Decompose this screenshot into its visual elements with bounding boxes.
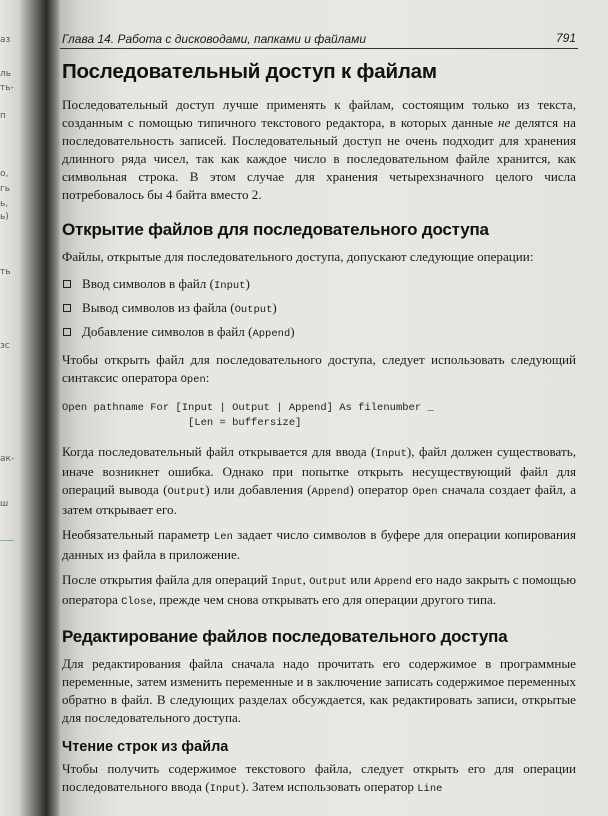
- text-run: Чтобы получить содержимое текстового файла, следует открыть его для операции последовательного ввода (: [62, 761, 576, 794]
- inline-code: Len: [213, 531, 233, 543]
- list-item: [62, 321, 576, 345]
- edge-fragment: ш: [0, 499, 9, 509]
- edge-fragment: ь,: [0, 199, 9, 209]
- paragraph-input-mode: [62, 443, 576, 519]
- operations-list: [62, 273, 576, 345]
- edge-fragment: ь): [0, 212, 9, 222]
- edge-fragment: зс: [0, 341, 10, 351]
- text-run: ), файл должен существовать, иначе возникнет ошибка. Однако при попытке открыть несуществующий файл для операций вывода (: [62, 444, 576, 497]
- edge-fragment: ть: [0, 267, 11, 277]
- code-line: [Len = buffersize]: [62, 417, 302, 429]
- inline-code: Append: [252, 328, 291, 340]
- paragraph-operations-intro: Файлы, открытые для последовательного доступа, допускают следующие операции:: [62, 249, 534, 264]
- text-run: его надо закрыть с помощью оператора: [62, 572, 576, 607]
- inline-code: Output: [167, 486, 206, 498]
- edge-fragment: ль: [0, 69, 12, 79]
- inline-code: Append: [311, 486, 350, 498]
- binding-gutter: [0, 0, 62, 816]
- edge-fragment: п: [0, 111, 6, 121]
- checkbox-bullet-icon: [63, 280, 71, 288]
- inline-code: Open: [180, 374, 206, 386]
- text-run: , прежде чем снова открывать его для операции другого типа.: [152, 592, 497, 607]
- book-page: [60, 0, 608, 816]
- subsection-heading-reading-lines: Чтение строк из файла: [62, 739, 229, 755]
- section-heading-editing-files: Редактирование файлов последовательного доступа: [62, 627, 508, 646]
- text-run: После открытия файла для операций: [62, 572, 272, 587]
- text-run: Последовательный доступ лучше применять к файлам, состоящим только из текста, созданным с помощью типичного текстового редактора, в которых данные: [62, 97, 576, 130]
- text-run: ) оператор: [349, 482, 413, 497]
- page-number: 791: [555, 31, 576, 45]
- inline-code: Input: [375, 448, 407, 460]
- paragraph-reading: [62, 760, 576, 798]
- paragraph-syntax-intro: [62, 351, 576, 389]
- section-heading-sequential-access: Последовательный доступ к файлам: [62, 60, 437, 83]
- text-run: ). Затем использовать оператор: [241, 779, 418, 794]
- text-run: :: [205, 370, 210, 385]
- text-run: ): [245, 276, 250, 291]
- text-run: или: [347, 572, 375, 587]
- code-line: Open pathname For [Input | Output | Append] As filenumber _: [62, 402, 434, 414]
- text-run: Вывод символов из файла (: [82, 300, 235, 315]
- edge-fragment: аз: [0, 35, 11, 45]
- code-block: [62, 401, 576, 431]
- edge-fragment: ть-: [0, 83, 14, 93]
- text-run: Необязательный параметр: [62, 527, 214, 542]
- text-run: делятся на последовательность записей. Последовательный доступ не очень подходит для хранения длинного ряда чисел, так как каждое число в последовательном файле хранится, как символьная строка. В этом случае для хранения четырехзначного целого числа потребовалось бы 4 байта вместо 2.: [62, 115, 576, 202]
- paragraph-editing: Для редактирования файла сначала надо прочитать его содержимое в программные переменные, затем изменить переменные и в заключение записать содержимое переменных обратно в файл. В следующих разделах обсуждается, как редактировать записи, открытые для последовательного доступа.: [62, 656, 576, 725]
- chapter-title: Глава 14. Работа с дисководами, папками и файлами: [62, 32, 367, 46]
- checkbox-bullet-icon: [63, 304, 71, 312]
- inline-code: Close: [121, 596, 153, 608]
- edge-rule: [0, 540, 14, 541]
- text-run: ): [272, 300, 277, 315]
- text-run: задает число символов в буфере для операции копирования данных из файла в приложение.: [62, 527, 576, 562]
- text-run: сначала создает файл, а затем открывает его.: [62, 482, 577, 517]
- edge-fragment: гь: [0, 184, 11, 194]
- emphasis-text: не: [498, 115, 511, 130]
- section-heading-opening-files: Открытие файлов для последовательного доступа: [62, 220, 489, 239]
- inline-code: Output: [234, 304, 273, 316]
- text-run: Добавление символов в файл (: [82, 324, 253, 339]
- text-run: Ввод символов в файл (: [82, 276, 214, 291]
- list-item: [62, 297, 576, 321]
- text-run: Чтобы открыть файл для последовательного доступа, следует использовать следующий синтаксис оператора: [62, 352, 576, 385]
- inline-code: Output: [309, 576, 347, 588]
- edge-fragment: ак-: [0, 454, 15, 464]
- inline-code: Input: [213, 280, 246, 292]
- inline-code: Open: [412, 486, 438, 498]
- text-run: ): [290, 324, 295, 339]
- inline-code: Append: [374, 576, 412, 588]
- paragraph-len-param: [62, 526, 576, 564]
- inline-code: Input: [209, 783, 242, 795]
- edge-fragment: о,: [0, 169, 9, 179]
- text-run: ) или добавления (: [205, 482, 312, 497]
- checkbox-bullet-icon: [63, 328, 71, 336]
- page-content: [62, 60, 576, 805]
- inline-code: Input: [271, 576, 303, 588]
- paragraph-close-file: [62, 571, 576, 611]
- running-header: [60, 28, 578, 49]
- text-run: Когда последовательный файл открывается для ввода (: [62, 444, 376, 459]
- text-run: ,: [302, 572, 310, 587]
- inline-code: Line: [417, 783, 443, 795]
- list-item: [62, 273, 576, 297]
- paragraph-intro: [62, 96, 576, 204]
